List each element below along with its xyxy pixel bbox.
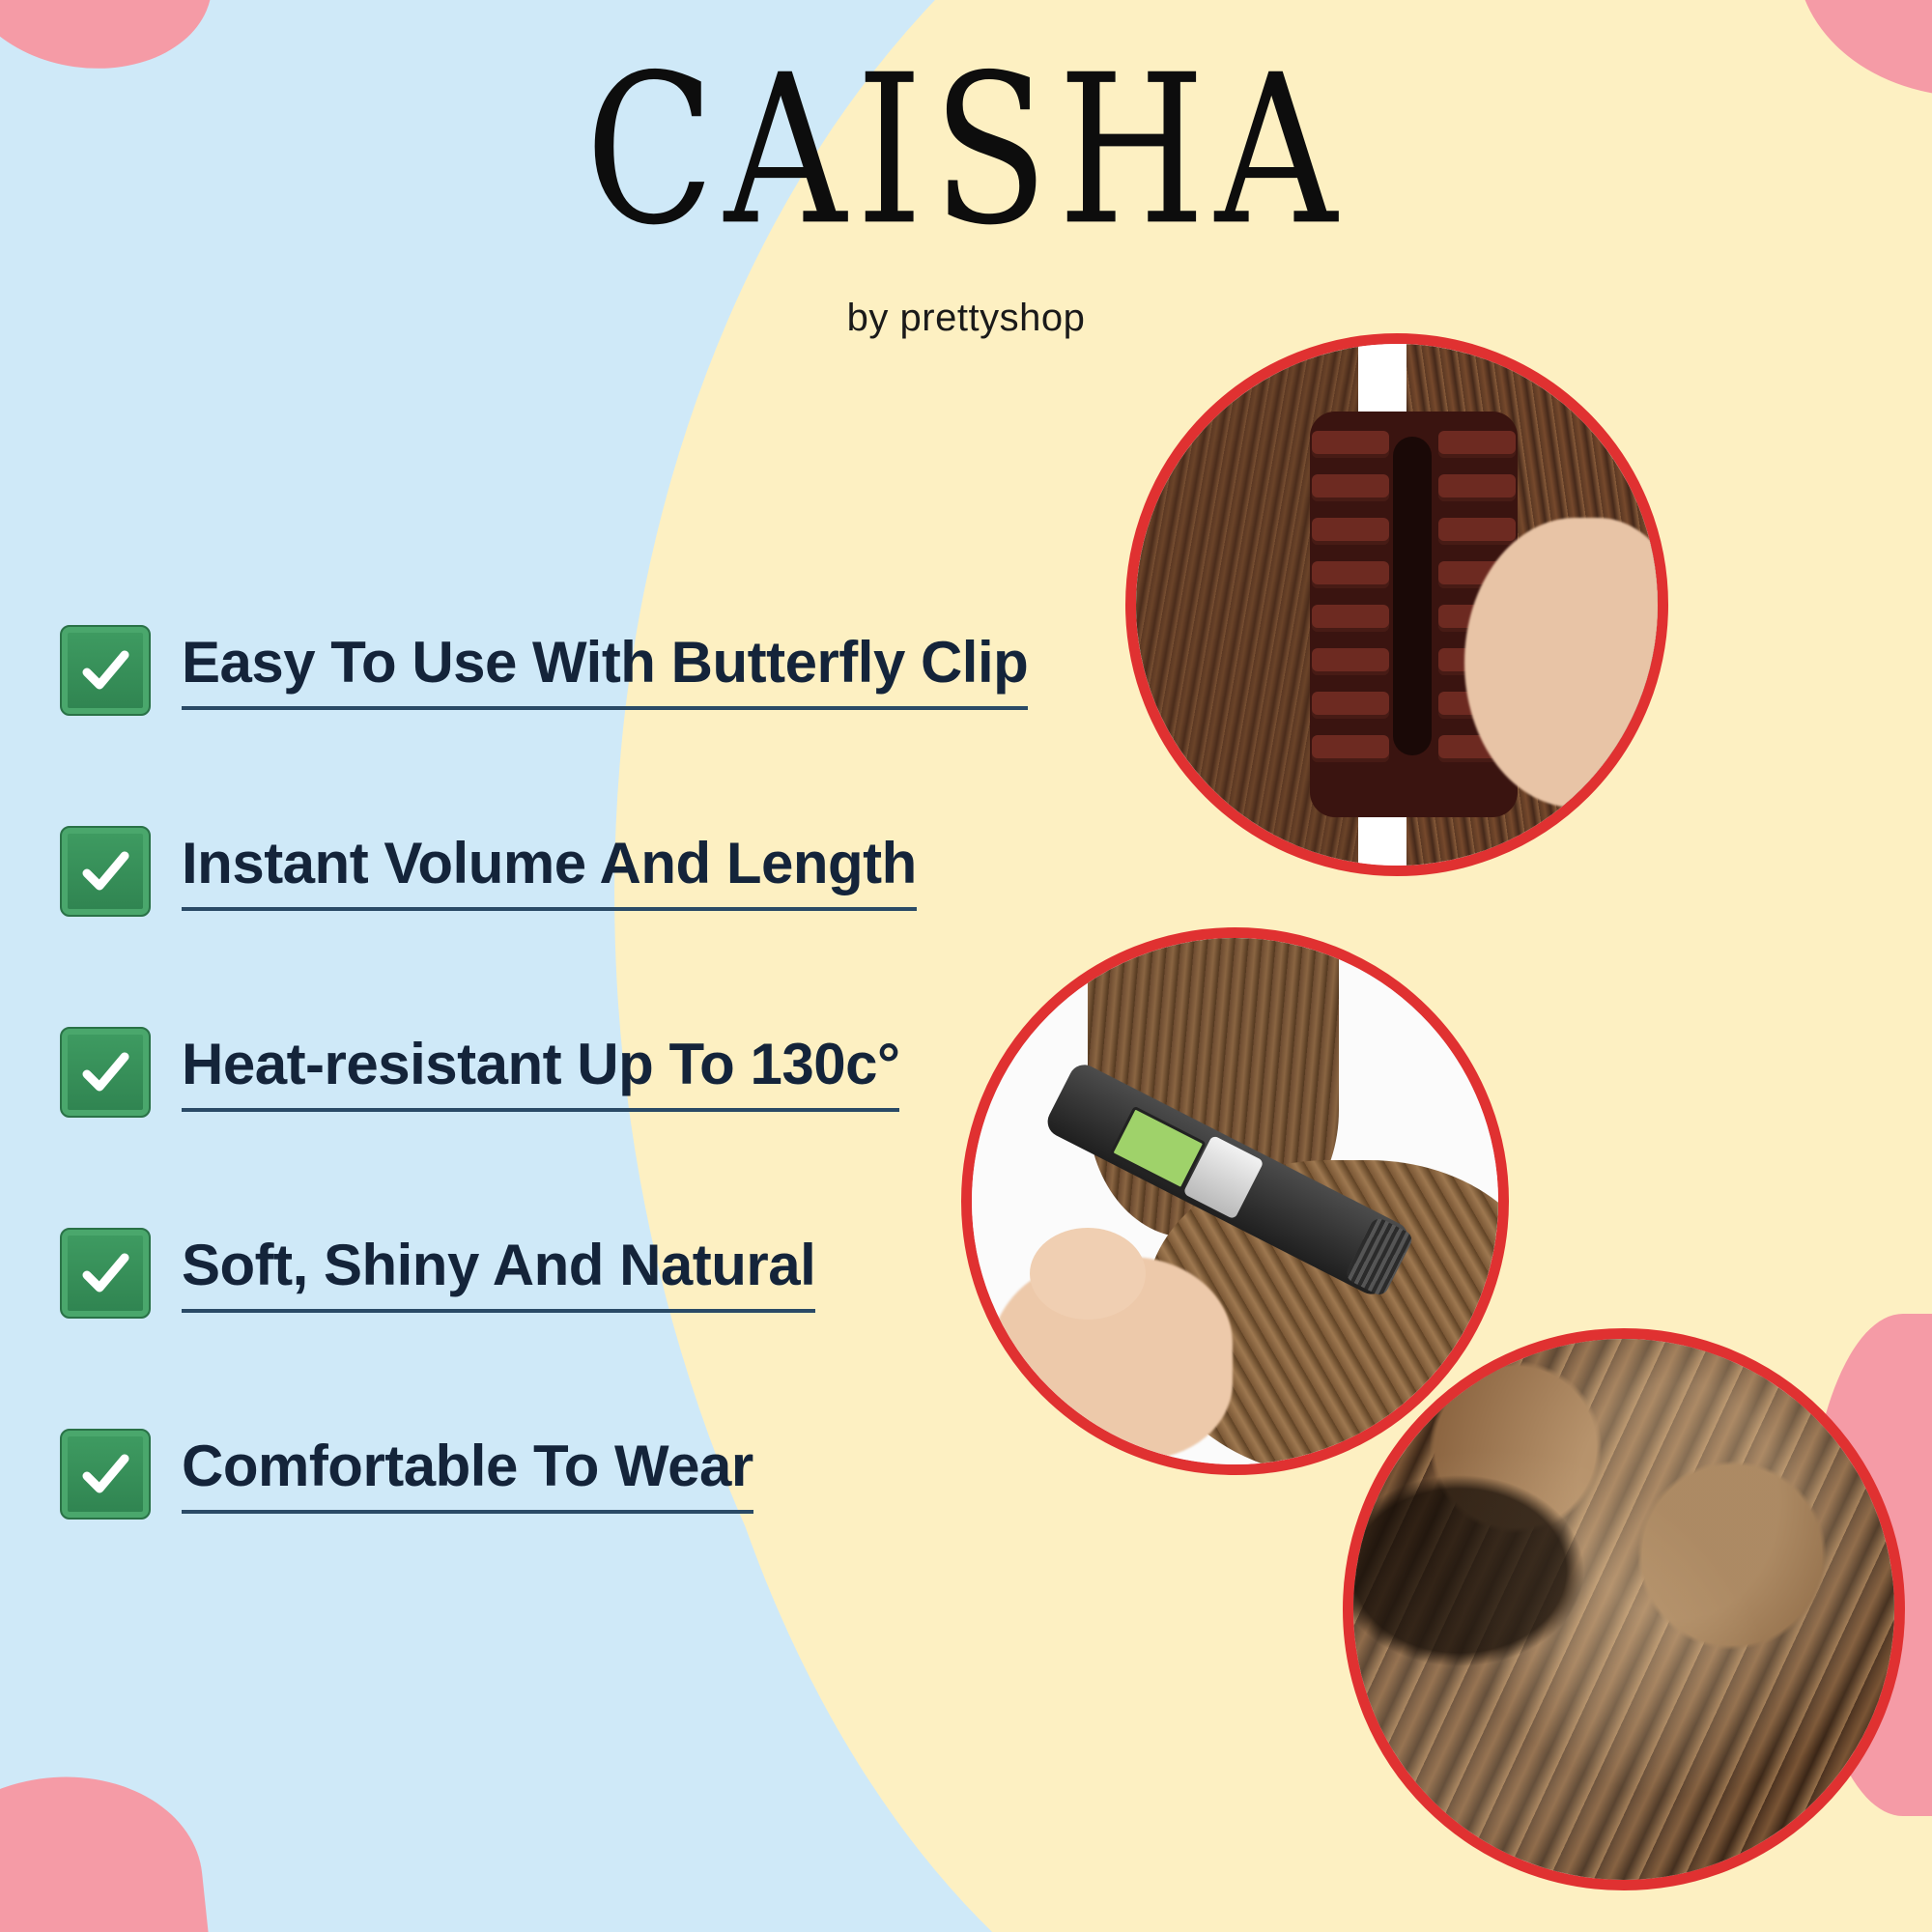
feature-label: Soft, Shiny And Natural — [182, 1235, 815, 1313]
brand-wordmark: CAISHA — [584, 31, 1348, 271]
check-mark-icon — [60, 625, 151, 716]
feature-label: Instant Volume And Length — [182, 833, 917, 911]
feature-label: Heat-resistant Up To 130c° — [182, 1034, 899, 1112]
butterfly-clip-closeup — [1125, 333, 1668, 876]
brand-block — [0, 31, 1932, 340]
feature-item — [60, 771, 1084, 972]
check-mark-icon — [60, 826, 151, 917]
check-mark-icon — [60, 1429, 151, 1520]
feature-label: Easy To Use With Butterfly Clip — [182, 632, 1028, 710]
feature-item — [60, 1173, 1084, 1374]
feature-item — [60, 972, 1084, 1173]
feature-list — [60, 570, 1084, 1575]
feature-item — [60, 570, 1084, 771]
feature-label: Comfortable To Wear — [182, 1435, 753, 1514]
feature-item — [60, 1374, 1084, 1575]
check-mark-icon — [60, 1228, 151, 1319]
brand-tagline: by prettyshop — [846, 297, 1086, 339]
curly-hair-texture — [1343, 1328, 1905, 1890]
check-mark-icon — [60, 1027, 151, 1118]
